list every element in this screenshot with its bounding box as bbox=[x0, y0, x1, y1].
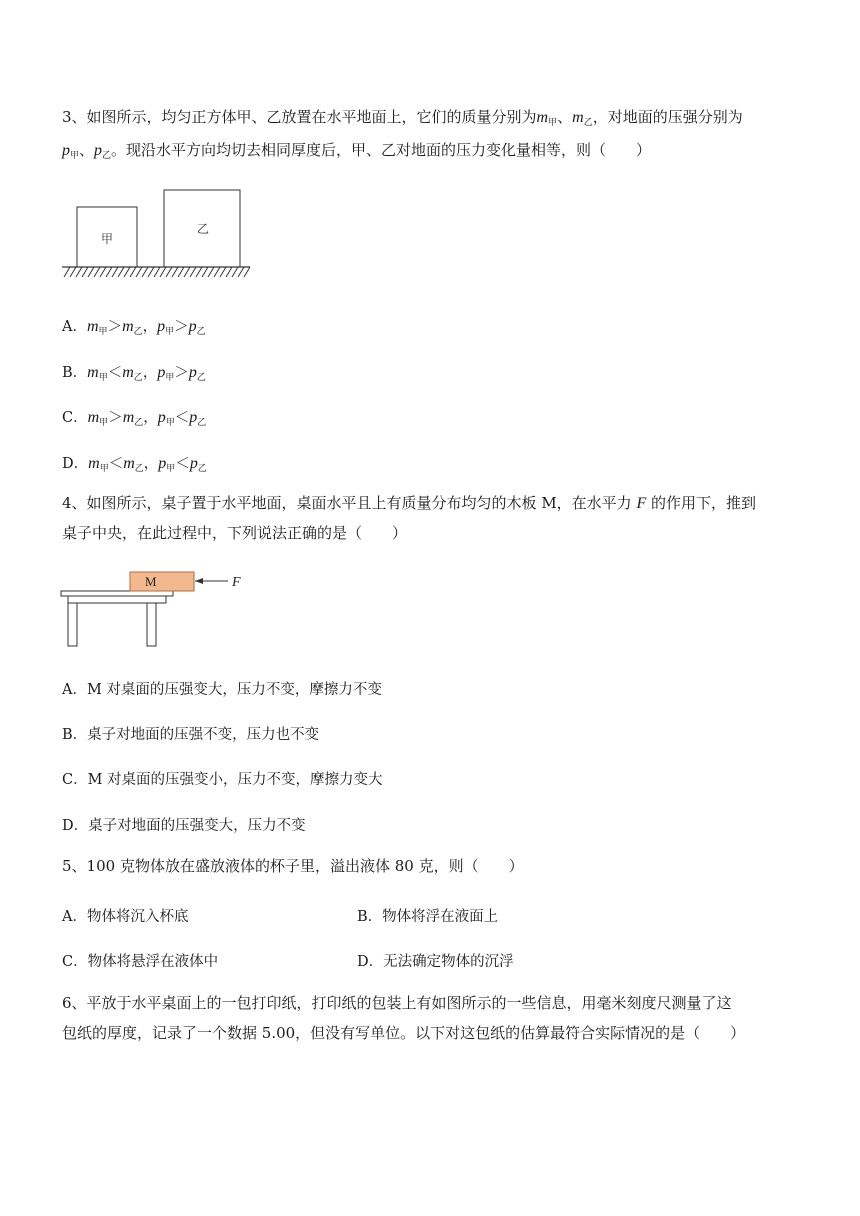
q3-stem-line1: 3、如图所示，均匀正方体甲、乙放置在水平地面上，它们的质量分别为$m_甲$、$m_乙$，对地面的压强分别为 bbox=[62, 108, 743, 128]
ground-hatch bbox=[64, 267, 250, 277]
board-m bbox=[130, 572, 194, 591]
q4-figure bbox=[58, 566, 258, 650]
q6-stem-line1: 6、平放于水平桌面上的一包打印纸，打印纸的包装上有如图所示的一些信息，用毫米刻度尺测量了这 bbox=[62, 994, 732, 1012]
force-label: F bbox=[232, 575, 241, 590]
q5-option-d[interactable]: D．无法确定物体的沉浮 bbox=[357, 954, 514, 970]
q6-stem-line2: 包纸的厚度，记录了一个数据 5.00，但没有写单位。以下对这包纸的估算最符合实际情况的是（ ） bbox=[62, 1024, 746, 1042]
q5-option-b[interactable]: B．物体将浮在液面上 bbox=[357, 909, 499, 925]
q4-option-c[interactable]: C．M 对桌面的压强变小，压力不变，摩擦力变大 bbox=[62, 772, 383, 788]
q3-option-c[interactable]: C．$m_甲>m_乙$，$p_甲<p_乙$ bbox=[62, 409, 207, 428]
board-m-label: M bbox=[145, 574, 157, 589]
cube-jia-label: 甲 bbox=[100, 232, 114, 246]
cube-yi-label: 乙 bbox=[196, 222, 210, 236]
q4-option-a[interactable]: A．M 对桌面的压强变大，压力不变，摩擦力不变 bbox=[62, 682, 382, 698]
q3-option-d[interactable]: D．$m_甲<m_乙$，$p_甲<p_乙$ bbox=[62, 455, 207, 474]
q4-stem-line1: 4、如图所示，桌子置于水平地面，桌面水平且上有质量分布均匀的木板 M，在水平力 F 的作用下，推到 bbox=[62, 494, 757, 512]
q3-stem-line2: $p_甲$、$p_乙$。现沿水平方向均切去相同厚度后，甲、乙对地面的压力变化量相等，则（ ） bbox=[62, 141, 652, 161]
force-arrow-head bbox=[195, 578, 203, 584]
q4-stem-line2: 桌子中央，在此过程中，下列说法正确的是（ ） bbox=[62, 524, 408, 542]
q3-option-b[interactable]: B．$m_甲<m_乙$，$p_甲>p_乙$ bbox=[62, 364, 206, 383]
q4-option-d[interactable]: D．桌子对地面的压强变大，压力不变 bbox=[62, 818, 306, 834]
table-leg-left bbox=[68, 603, 77, 646]
q3-option-a[interactable]: A．$m_甲>m_乙$，$p_甲>p_乙$ bbox=[62, 318, 206, 337]
q5-option-c[interactable]: C．物体将悬浮在液体中 bbox=[62, 954, 219, 970]
table-leg-right bbox=[147, 603, 156, 646]
table-top bbox=[61, 591, 173, 596]
q5-stem: 5、100 克物体放在盛放液体的杯子里，溢出液体 80 克，则（ ） bbox=[62, 857, 524, 875]
q4-option-b[interactable]: B．桌子对地面的压强不变，压力也不变 bbox=[62, 727, 320, 743]
q3-figure bbox=[60, 185, 255, 280]
q5-option-a[interactable]: A．物体将沉入杯底 bbox=[62, 909, 189, 925]
table-apron bbox=[68, 596, 166, 603]
